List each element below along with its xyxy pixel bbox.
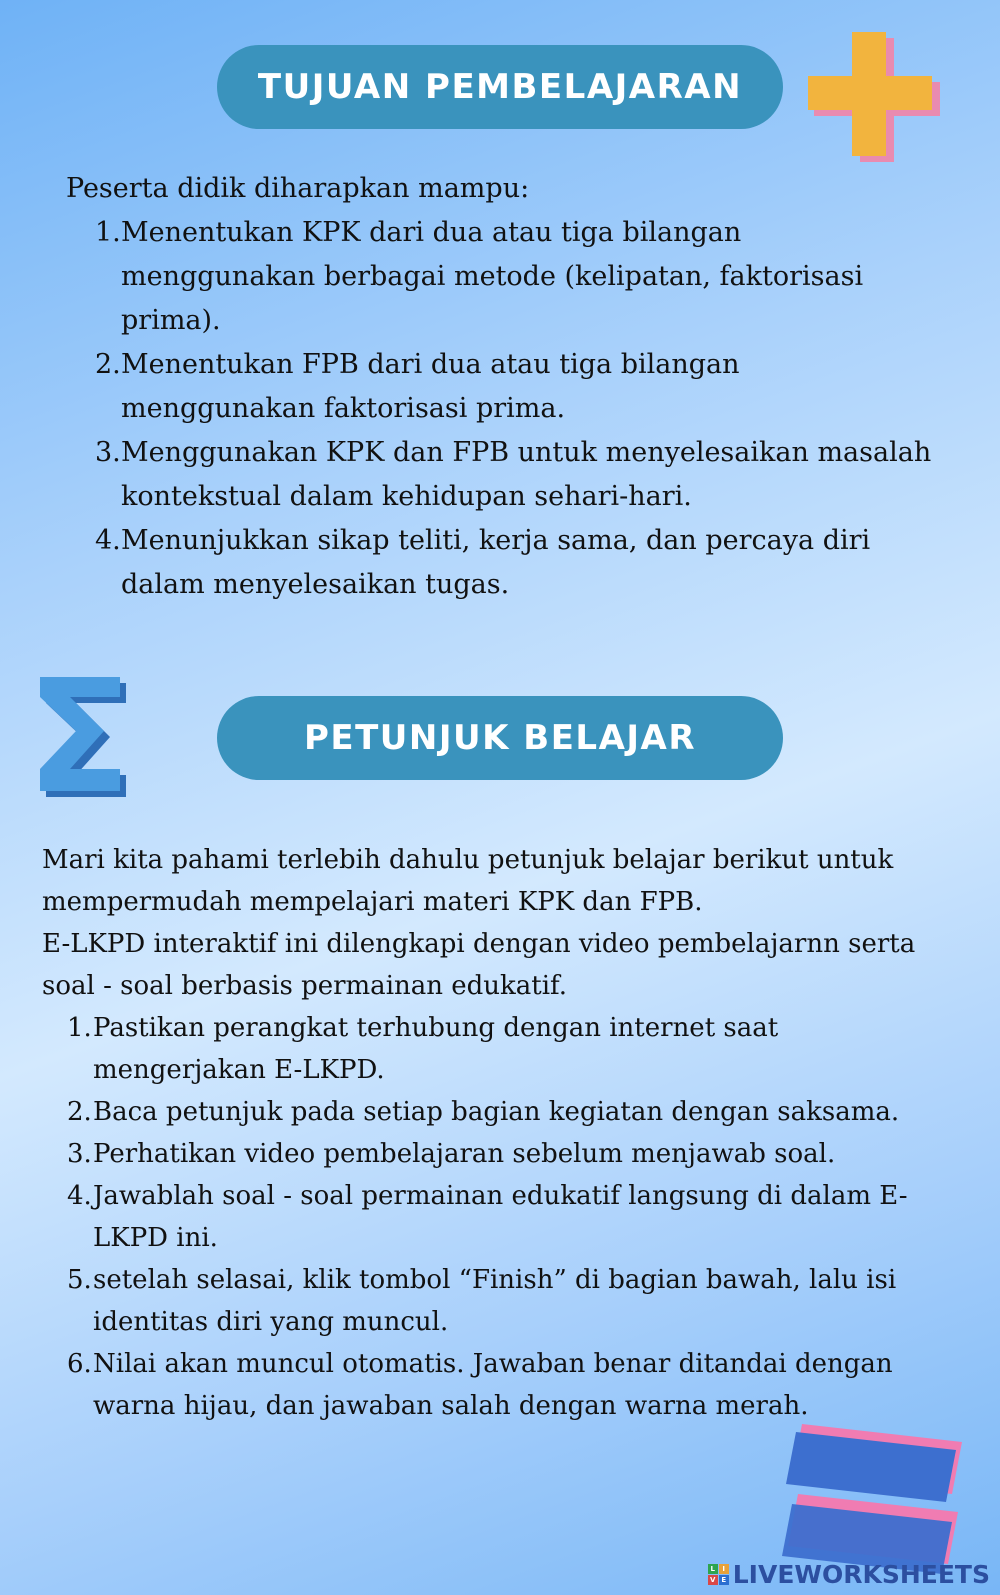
list-item-line: Jawablah soal - soal permainan edukatif langsung di dalam E-: [93, 1181, 908, 1211]
list-item-line: prima).: [121, 305, 221, 336]
intro-line: soal - soal berbasis permainan edukatif.: [42, 971, 568, 1001]
list-number: 4.: [67, 1181, 92, 1211]
list-item: [95, 343, 985, 431]
list-number: 1.: [67, 1013, 92, 1043]
list-item: [95, 519, 985, 607]
section-title-tujuan: TUJUAN PEMBELAJARAN: [217, 45, 783, 129]
logo-letter: E: [719, 1575, 729, 1585]
list-item: [67, 1091, 947, 1133]
intro-line: mempermudah mempelajari materi KPK dan FPB.: [42, 887, 703, 917]
section1-intro: Peserta didik diharapkan mampu:: [66, 173, 530, 204]
logo-letter: V: [708, 1575, 718, 1585]
list-item-line: Nilai akan muncul otomatis. Jawaban benar ditandai dengan: [93, 1349, 893, 1379]
list-number: 3.: [67, 1139, 92, 1169]
list-item: [67, 1007, 947, 1091]
intro-line: E-LKPD interaktif ini dilengkapi dengan video pembelajarnn serta: [42, 929, 916, 959]
sigma-icon: [38, 677, 128, 799]
list-number: 1.: [95, 217, 121, 248]
list-number: 6.: [67, 1349, 92, 1379]
liveworksheets-logo-icon: [708, 1564, 729, 1585]
list-item-line: warna hijau, dan jawaban salah dengan warna merah.: [93, 1391, 809, 1421]
tujuan-list: [95, 211, 985, 607]
list-item-line: setelah selasai, klik tombol “Finish” di bagian bawah, lalu isi: [93, 1265, 897, 1295]
brand-text: LIVEWORKSHEETS: [732, 1560, 990, 1589]
equals-icon: [782, 1424, 972, 1574]
list-item-line: Pastikan perangkat terhubung dengan internet saat: [93, 1013, 779, 1043]
list-item: [67, 1343, 947, 1427]
list-item: [95, 211, 985, 343]
list-item-line: menggunakan faktorisasi prima.: [121, 393, 566, 424]
section2-intro: [42, 839, 972, 1007]
list-item-line: LKPD ini.: [93, 1223, 218, 1253]
list-item-line: Baca petunjuk pada setiap bagian kegiatan dengan saksama.: [93, 1097, 900, 1127]
logo-letter: L: [708, 1564, 718, 1574]
section-title-petunjuk: PETUNJUK BELAJAR: [217, 696, 783, 780]
list-item-line: menggunakan berbagai metode (kelipatan, faktorisasi: [121, 261, 864, 292]
list-item-line: Menunjukkan sikap teliti, kerja sama, dan percaya diri: [121, 525, 871, 556]
list-number: 3.: [95, 437, 121, 468]
list-number: 4.: [95, 525, 121, 556]
list-number: 2.: [95, 349, 121, 380]
petunjuk-list: [67, 1007, 947, 1427]
logo-letter: I: [719, 1564, 729, 1574]
intro-line: Mari kita pahami terlebih dahulu petunjuk belajar berikut untuk: [42, 845, 894, 875]
list-item: [67, 1133, 947, 1175]
list-item-line: dalam menyelesaikan tugas.: [121, 569, 510, 600]
list-item-line: Menentukan FPB dari dua atau tiga bilangan: [121, 349, 740, 380]
plus-icon: [808, 30, 944, 170]
list-item-line: identitas diri yang muncul.: [93, 1307, 449, 1337]
list-number: 5.: [67, 1265, 92, 1295]
list-item: [95, 431, 985, 519]
liveworksheets-brand[interactable]: [708, 1560, 990, 1589]
list-item-line: Perhatikan video pembelajaran sebelum menjawab soal.: [93, 1139, 836, 1169]
list-item-line: Menggunakan KPK dan FPB untuk menyelesaikan masalah: [121, 437, 932, 468]
list-item: [67, 1175, 947, 1259]
list-item: [67, 1259, 947, 1343]
list-item-line: Menentukan KPK dari dua atau tiga bilangan: [121, 217, 742, 248]
list-item-line: mengerjakan E-LKPD.: [93, 1055, 385, 1085]
list-item-line: kontekstual dalam kehidupan sehari-hari.: [121, 481, 692, 512]
list-number: 2.: [67, 1097, 92, 1127]
